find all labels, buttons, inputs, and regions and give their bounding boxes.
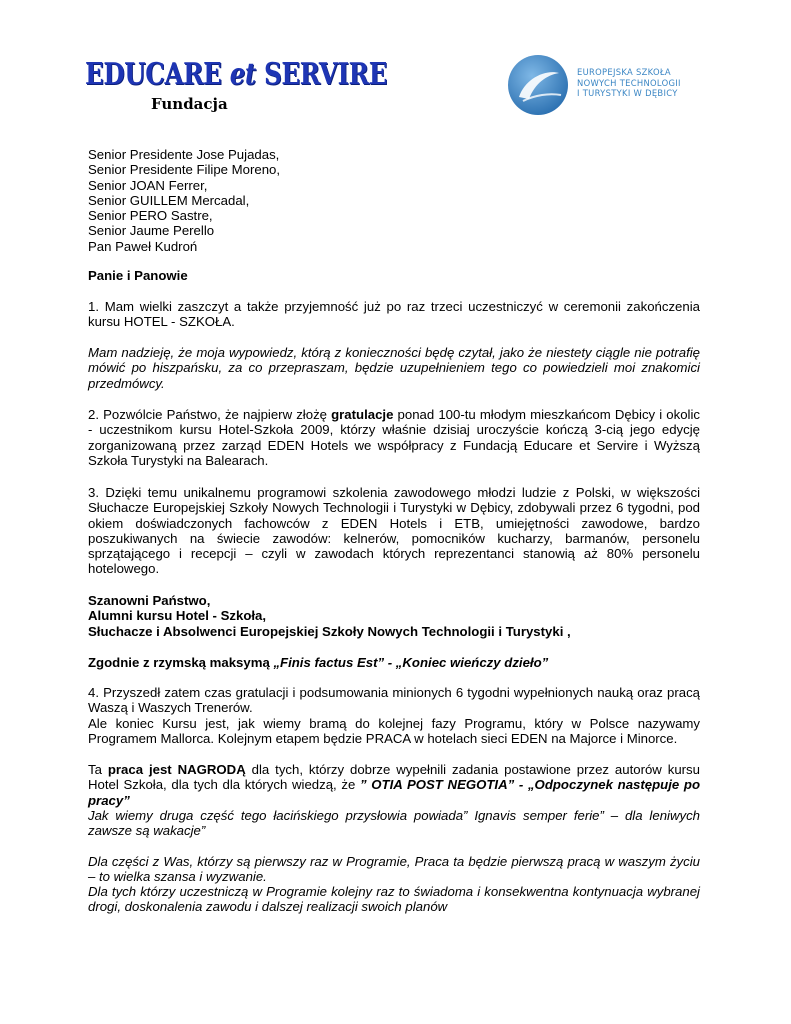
paragraph-3: 3. Dzięki temu unikalnemu programowi szkolenia zawodowego młodzi ludzie z Polski, w większości Słuchacze Europejskiej Szkoły Nowych Technologii i Turystyki w Dębicy, zdobywali przez 6 tygodni, pod okiem doświadczonych fachowców z EDEN Hotels i ETB, umiejętności zawodowe, bardzo poszukiwanych na świecie zawodów: kelnerów, pomocników kucharzy, barmanów, personelu sprzątającego i recepcji – czyli w zawodach których reprezentanci stanowią aż 80% personelu hotelowego.: [88, 485, 700, 577]
addressee: Senior PERO Sastre,: [88, 208, 213, 224]
addressee: Senior JOAN Ferrer,: [88, 177, 208, 193]
paragraph-2: 2. Pozwólcie Państwo, że najpierw złożę gratulacje ponad 100-tu młodym mieszkańcom Dębicy i okolic - uczestnikom kursu Hotel-Szkoła 2009, którzy właśnie dzisiaj uroczyście kończą 3-cią jego edycję zorganizowaną przez zarząd EDEN Hotels we współpracy z Fundacją Educare et Servire i Wyższą Szkoła Turystyki na Balearach.: [88, 407, 700, 468]
maxim: Zgodnie z rzymską maksymą „Finis factus Est” - „Koniec wieńczy dzieło”: [88, 655, 549, 670]
paragraph-7: Dla tych którzy uczestniczą w Programie kolejny raz to świadoma i konsekwentna kontynuacja wybranej drogi, doskonalenia zawodu i dalszej realizacji swoich planów: [88, 884, 700, 915]
paragraph-4b: Ale koniec Kursu jest, jak wiemy bramą do kolejnej fazy Programu, który w Polsce nazywamy Programem Mallorca. Kolejnym etapem będzie PRACA w hotelach sieci EDEN na Majorce i Minorce.: [88, 716, 700, 747]
paragraph-1-italic: Mam nadzieję, że moja wypowiedz, którą z konieczności będę czytał, jako że niestety ciągle nie potrafię mówić po hiszpańsku, za co przepraszam, będzie uzupełnieniem tego co powiedzieli moi znakomici przedmówcy.: [88, 345, 700, 391]
paragraph-4: 4. Przyszedł zatem czas gratulacji i podsumowania minionych 6 tygodni wypełnionych nauką oraz pracą Waszą i Waszych Trenerów.: [88, 685, 700, 716]
globe-icon: [505, 53, 571, 117]
salutation: Szanowni Państwo, Alumni kursu Hotel - Szkoła, Słuchacze i Absolwenci Europejskiej Szkoły Nowych Technologii i Turystyki ,: [88, 593, 571, 639]
addressee: Senior Presidente Jose Pujadas,: [88, 147, 280, 162]
addressee: Senior Presidente Filipe Moreno,: [88, 162, 281, 178]
greeting: Panie i Panowie: [88, 268, 188, 283]
paragraph-5: Ta praca jest NAGRODĄ dla tych, którzy dobrze wypełnili zadania postawione przez autorów kursu Hotel Szkoła, dla tych dla których wiedzą, że ” OTIA POST NEGOTIA” - „Odpoczynek następuje po pracy”: [88, 762, 700, 808]
paragraph-1: 1. Mam wielki zaszczyt a także przyjemność już po raz trzeci uczestniczyć w ceremonii zakończenia kursu HOTEL - SZKOŁA.: [88, 299, 700, 330]
school-logo: [505, 53, 705, 117]
paragraph-6: Dla części z Was, którzy są pierwszy raz w Programie, Praca ta będzie pierwszą pracą w waszym życiu – to wielka szansa i wyzwanie.: [88, 854, 700, 885]
educare-et-servire-logo: [85, 57, 388, 120]
addressee: Senior GUILLEM Mercadal,: [88, 192, 250, 208]
logo-wordmark: EDUCARE et SERVIRE: [85, 57, 388, 92]
addressee: Pan Paweł Kudroń: [88, 238, 198, 254]
addressee-list: [88, 147, 700, 254]
logo-subtitle: Fundacja: [151, 95, 228, 113]
paragraph-5-italic: Jak wiemy druga część tego łacińskiego przysłowia powiada” Ignavis semper ferie” – dla leniwych zawsze są wakacje”: [88, 808, 700, 839]
school-name: EUROPEJSKA SZKOŁA NOWYCH TECHNOLOGII I TURYSTYKI W DĘBICY: [577, 67, 681, 99]
addressee: Senior Jaume Perello: [88, 223, 215, 239]
